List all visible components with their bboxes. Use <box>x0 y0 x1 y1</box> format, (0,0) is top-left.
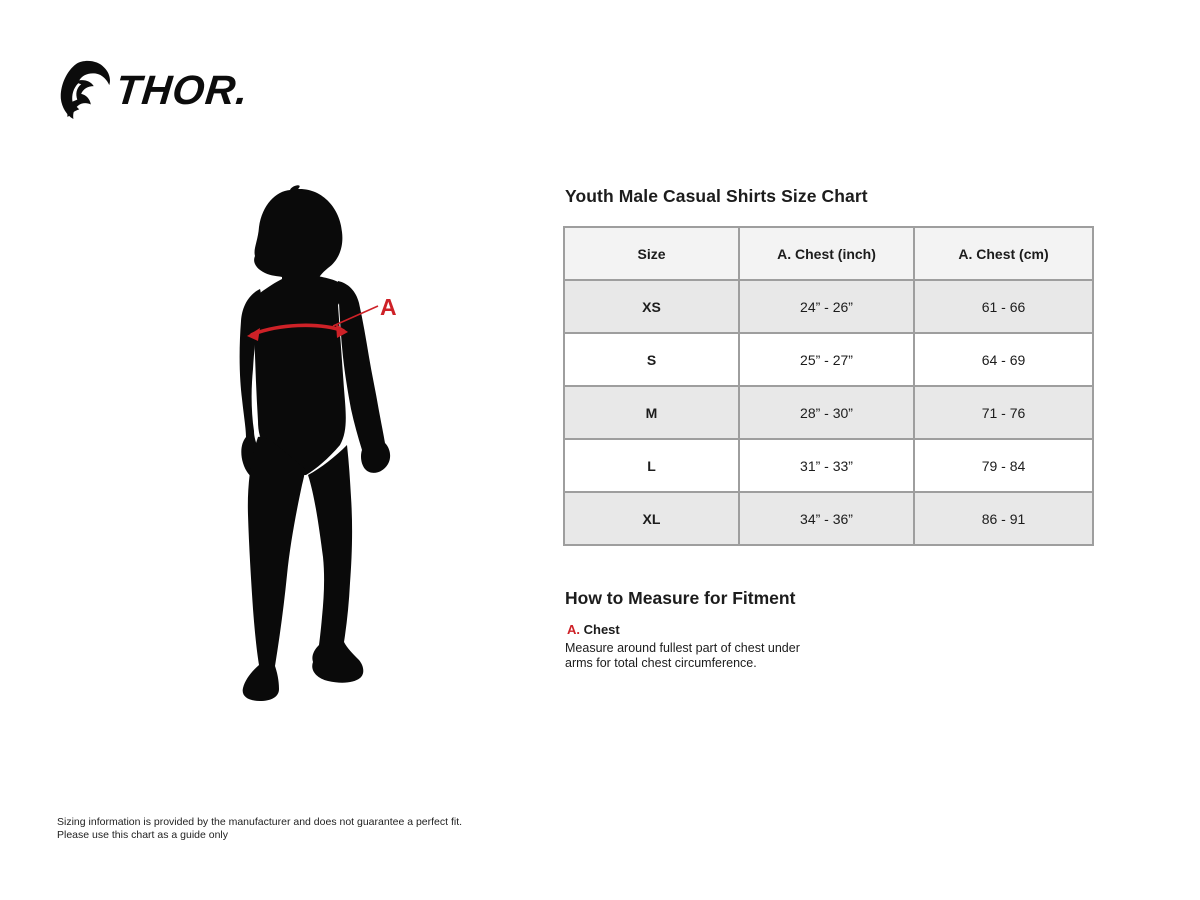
cell-size: M <box>564 386 739 439</box>
cell-size: XS <box>564 280 739 333</box>
cell-chest-inch: 34” - 36” <box>739 492 914 545</box>
measure-item-description: Measure around fullest part of chest under arms for total chest circumference. <box>565 641 800 670</box>
sizing-disclaimer-line1: Sizing information is provided by the manufacturer and does not guarantee a perfect fit. <box>57 816 463 828</box>
table-header-row <box>564 227 1093 280</box>
silhouette-left-leg <box>243 437 305 701</box>
col-header-chest-cm: A. Chest (cm) <box>914 227 1093 280</box>
measure-item-key: A. <box>567 622 580 637</box>
size-chart-table-wrap <box>563 226 1094 546</box>
cell-chest-cm: 71 - 76 <box>914 386 1093 439</box>
cell-chest-cm: 64 - 69 <box>914 333 1093 386</box>
cell-chest-inch: 25” - 27” <box>739 333 914 386</box>
cell-size: S <box>564 333 739 386</box>
table-row-s <box>564 333 1093 386</box>
measurement-figure <box>238 185 438 705</box>
silhouette-head <box>254 185 342 291</box>
cell-chest-inch: 31” - 33” <box>739 439 914 492</box>
brand-logo <box>58 60 249 120</box>
cell-size: L <box>564 439 739 492</box>
sizing-disclaimer-line2: Please use this chart as a guide only <box>57 828 229 841</box>
measure-item-name: Chest <box>583 622 620 637</box>
cell-chest-inch: 28” - 30” <box>739 386 914 439</box>
cell-chest-cm: 86 - 91 <box>914 492 1093 545</box>
sizing-disclaimer <box>57 816 462 841</box>
table-row-xl <box>564 492 1093 545</box>
col-header-chest-inch: A. Chest (inch) <box>739 227 914 280</box>
chest-measure-label: A <box>380 294 397 320</box>
cell-chest-inch: 24” - 26” <box>739 280 914 333</box>
brand-logo-text: THOR. <box>113 67 251 113</box>
table-row-xs <box>564 280 1093 333</box>
cell-chest-cm: 61 - 66 <box>914 280 1093 333</box>
size-chart-title: Youth Male Casual Shirts Size Chart <box>565 186 868 206</box>
table-row-m <box>564 386 1093 439</box>
youth-silhouette <box>238 185 438 705</box>
table-row-l <box>564 439 1093 492</box>
measure-section-heading: How to Measure for Fitment <box>565 588 796 608</box>
thor-ram-head-icon <box>58 60 114 120</box>
size-chart-table <box>563 226 1094 546</box>
cell-size: XL <box>564 492 739 545</box>
col-header-size: Size <box>564 227 739 280</box>
cell-chest-cm: 79 - 84 <box>914 439 1093 492</box>
silhouette-right-leg <box>308 445 363 683</box>
measure-item-chest-label <box>567 622 620 637</box>
